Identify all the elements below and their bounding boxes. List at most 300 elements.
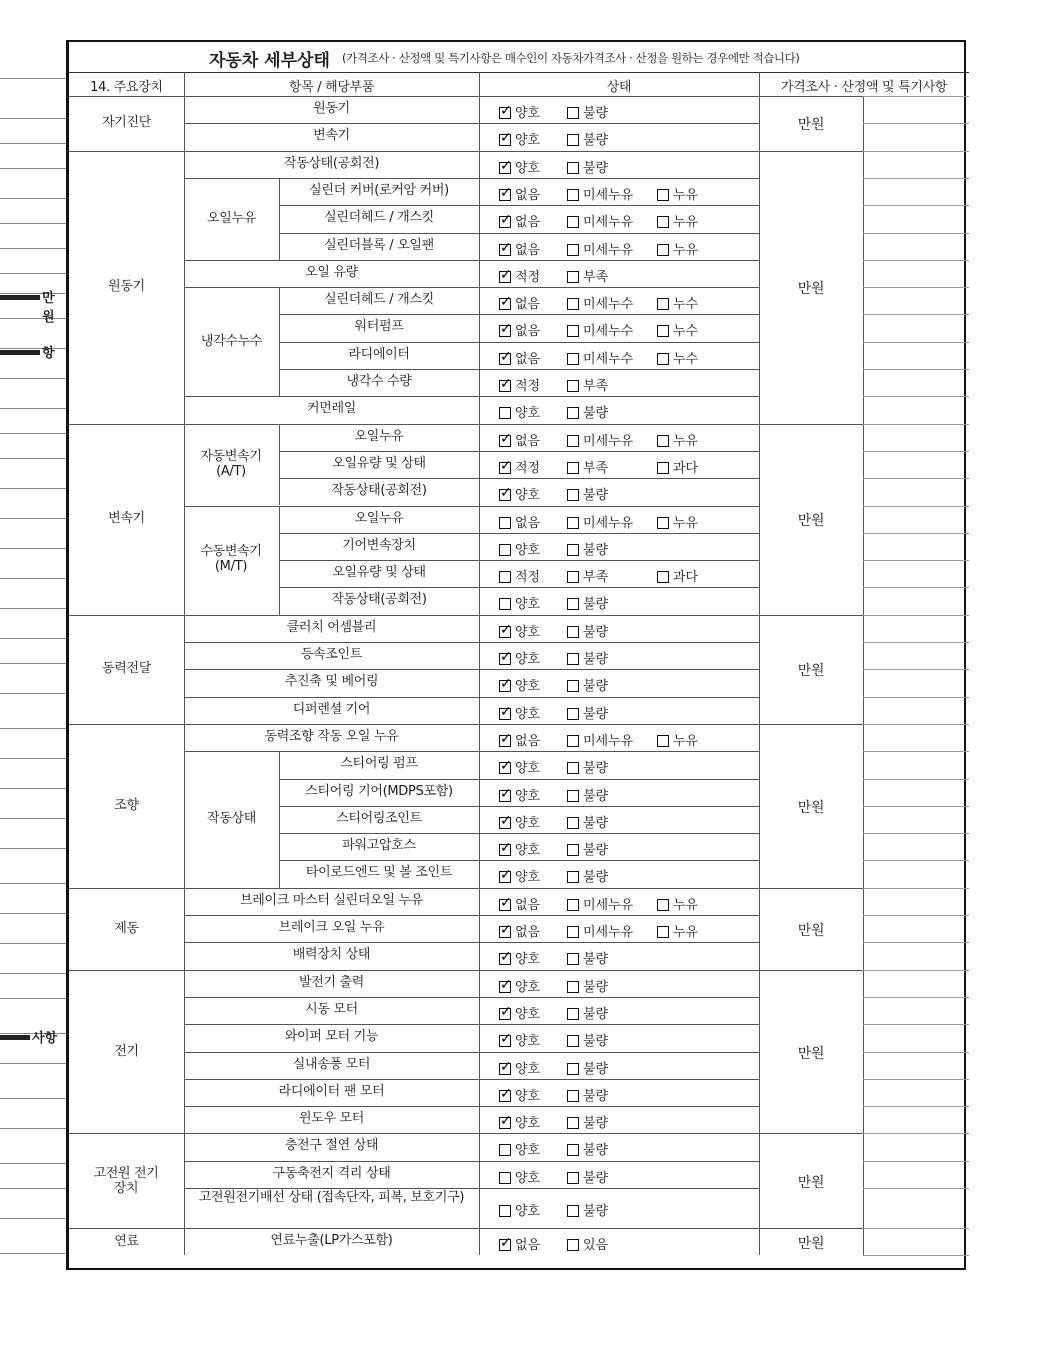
checked-checkbox-icon[interactable] [499,1008,511,1020]
checked-checkbox-icon[interactable] [499,1239,511,1251]
status-option[interactable] [657,430,698,449]
checked-checkbox-icon[interactable] [499,189,511,201]
option-label: 불량 [583,1170,609,1186]
checkbox-icon[interactable] [499,407,511,419]
status-option[interactable] [499,621,540,640]
note-line [863,506,969,507]
row-divider [279,369,759,370]
status-option[interactable] [499,266,540,285]
option-label: 불량 [583,160,609,176]
checked-checkbox-icon[interactable] [499,1090,511,1102]
status-option[interactable] [567,266,608,285]
checkbox-icon[interactable] [567,817,579,829]
status-option[interactable] [499,785,540,804]
status-option[interactable] [499,648,540,667]
status-option[interactable] [567,184,633,203]
checkbox-icon[interactable] [499,571,511,583]
checkbox-icon[interactable] [657,462,669,474]
category-divider [69,1228,863,1229]
status-options [499,1167,759,1185]
note-line [863,96,969,97]
option-label: 누수 [673,297,699,313]
row-divider [184,396,759,397]
left-page-strip [0,38,66,1270]
status-option[interactable] [499,211,540,230]
status-option[interactable] [567,129,608,148]
status-option[interactable] [499,539,540,558]
category-divider [69,970,863,971]
status-option[interactable] [499,1003,540,1022]
checkbox-icon[interactable] [567,298,579,310]
checkbox-icon[interactable] [567,953,579,965]
subgroup-label-3: 수동변속기 (M/T) [200,544,262,575]
status-option[interactable] [499,430,540,449]
checkbox-icon[interactable] [567,844,579,856]
item-label: 충전구 절연 상태 [284,1138,379,1154]
checkbox-icon[interactable] [499,1172,511,1184]
status-option[interactable] [499,566,540,585]
status-option[interactable] [567,1139,608,1158]
option-label: 양호 [515,597,541,613]
option-label: 양호 [515,160,541,176]
option-label: 양호 [515,1006,541,1022]
page-edge-label: 사항 [32,1031,58,1046]
checked-checkbox-icon[interactable] [499,271,511,283]
checkbox-icon[interactable] [567,517,579,529]
checkbox-icon[interactable] [567,1205,579,1217]
subgroup-label-1: 냉각수누수 [200,333,263,349]
status-option[interactable] [657,293,698,312]
page-edge-line [0,638,66,639]
checkbox-icon[interactable] [657,216,669,228]
checkbox-icon[interactable] [657,735,669,747]
status-option[interactable] [567,730,633,749]
status-options [499,1003,759,1021]
checkbox-icon[interactable] [657,353,669,365]
status-option[interactable] [499,1234,540,1253]
status-option[interactable] [567,785,608,804]
item-label: 스티어링 기어(MDPS포함) [305,783,453,799]
checkbox-icon[interactable] [567,626,579,638]
checked-checkbox-icon[interactable] [499,871,511,883]
status-option[interactable] [567,1058,608,1077]
status-option[interactable] [499,402,540,421]
checked-checkbox-icon[interactable] [499,708,511,720]
status-option[interactable] [657,184,698,203]
status-option[interactable] [499,593,540,612]
note-line [863,779,969,780]
checked-checkbox-icon[interactable] [499,489,511,501]
status-option[interactable] [499,457,540,476]
option-label: 과다 [673,460,699,476]
status-option[interactable] [657,566,698,585]
option-label: 누수 [673,351,699,367]
status-option[interactable] [567,1003,608,1022]
status-option[interactable] [567,539,608,558]
checked-checkbox-icon[interactable] [499,953,511,965]
status-option[interactable] [567,648,608,667]
form-title-note: (가격조사 · 산정액 및 특기사항은 매수인이 자동차가격조사 · 산정을 원하는 경우에만 적습니다) [342,51,800,65]
page-edge-line [0,578,66,579]
category-label-7: 고전원 전기장치 [93,1165,159,1196]
checkbox-icon[interactable] [567,407,579,419]
item-label: 라디에이터 [348,346,410,362]
page-edge-line [0,1218,66,1219]
checkbox-icon[interactable] [567,544,579,556]
status-option[interactable] [657,512,698,531]
status-options [499,812,759,830]
page-edge-line [0,518,66,519]
checkbox-icon[interactable] [499,1144,511,1156]
status-option[interactable] [499,812,540,831]
category-label-2: 변속기 [108,511,145,527]
status-option[interactable] [567,484,608,503]
page-edge-line [0,198,66,199]
note-line [863,151,969,152]
status-option[interactable] [567,457,608,476]
note-line [863,587,969,588]
checkbox-icon[interactable] [567,981,579,993]
note-line [863,233,969,234]
checked-checkbox-icon[interactable] [499,435,511,447]
checkbox-icon[interactable] [567,1172,579,1184]
status-option[interactable] [499,293,540,312]
page-edge-label: 만원 [42,291,55,325]
item-label: 추진축 및 베어링 [284,674,379,690]
status-option[interactable] [499,1085,540,1104]
status-option[interactable] [567,402,608,421]
checkbox-icon[interactable] [657,926,669,938]
status-option[interactable] [499,675,540,694]
checked-checkbox-icon[interactable] [499,1117,511,1129]
price-unit-4: 만원 [797,799,825,816]
status-option[interactable] [567,1112,608,1131]
checkbox-icon[interactable] [567,1239,579,1251]
page-edge-line [0,1128,66,1129]
checked-checkbox-icon[interactable] [499,680,511,692]
status-option[interactable] [499,757,540,776]
status-option[interactable] [499,129,540,148]
checked-checkbox-icon[interactable] [499,353,511,365]
option-label: 불량 [583,1006,609,1022]
note-column-divider [863,96,864,1255]
option-label: 없음 [515,515,541,531]
status-option[interactable] [499,512,540,531]
option-label: 불량 [583,788,609,804]
status-option[interactable] [499,921,540,940]
option-label: 미세누수 [583,324,634,340]
row-divider [279,205,759,206]
status-option[interactable] [499,839,540,858]
page-edge-line [0,408,66,409]
option-label: 없음 [515,733,541,749]
checkbox-icon[interactable] [499,1205,511,1217]
checkbox-icon[interactable] [567,189,579,201]
checkbox-icon[interactable] [657,244,669,256]
page-edge-line [0,488,66,489]
checkbox-icon[interactable] [657,189,669,201]
option-label: 양호 [515,1170,541,1186]
status-option[interactable] [567,239,633,258]
checkbox-icon[interactable] [567,380,579,392]
checkbox-icon[interactable] [567,680,579,692]
status-option[interactable] [499,157,540,176]
status-option[interactable] [567,839,608,858]
price-unit-3: 만원 [797,663,825,680]
option-label: 불량 [583,1204,609,1219]
checked-checkbox-icon[interactable] [499,899,511,911]
checkbox-icon[interactable] [567,107,579,119]
status-option[interactable] [499,375,540,394]
status-option[interactable] [499,1139,540,1158]
checkbox-icon[interactable] [657,899,669,911]
note-line [863,724,969,725]
item-label: 오일유량 및 상태 [332,455,426,471]
note-line [863,915,969,916]
option-label: 양호 [515,1116,541,1132]
option-label: 양호 [515,624,541,640]
note-line [863,697,969,698]
checkbox-icon[interactable] [567,871,579,883]
checkbox-icon[interactable] [567,899,579,911]
status-option[interactable] [499,102,540,121]
checked-checkbox-icon[interactable] [499,844,511,856]
checkbox-icon[interactable] [567,1144,579,1156]
row-divider [279,560,759,561]
checkbox-icon[interactable] [657,435,669,447]
page-edge-line [0,818,66,819]
form-title: 자동차 세부상태 [209,51,330,71]
option-label: 양호 [515,1204,541,1219]
row-divider [184,997,759,998]
status-options [499,539,759,557]
status-option[interactable] [567,675,608,694]
status-option[interactable] [499,348,540,367]
checkbox-icon[interactable] [567,216,579,228]
page-edge-line [0,1063,66,1064]
checkbox-icon[interactable] [567,708,579,720]
status-option[interactable] [567,866,608,885]
item-label: 브레이크 오일 누유 [278,920,385,935]
status-option[interactable] [499,320,540,339]
note-line [863,369,969,370]
status-option[interactable] [567,157,608,176]
checkbox-icon[interactable] [567,735,579,747]
option-label: 불량 [583,624,609,640]
note-line [863,1255,969,1256]
page-edge-line [0,788,66,789]
page-edge-bar [0,1035,30,1040]
option-label: 양호 [515,1061,541,1077]
checkbox-icon[interactable] [657,571,669,583]
status-option[interactable] [567,566,608,585]
checked-checkbox-icon[interactable] [499,380,511,392]
checked-checkbox-icon[interactable] [499,216,511,228]
status-option[interactable] [499,703,540,722]
option-label: 없음 [515,324,541,340]
category-label-8: 연료 [114,1233,139,1249]
checkbox-icon[interactable] [657,298,669,310]
status-option[interactable] [657,457,698,476]
checkbox-icon[interactable] [567,435,579,447]
item-label: 원동기 [313,101,350,116]
status-option[interactable] [567,757,608,776]
option-label: 양호 [515,106,541,121]
checkbox-icon[interactable] [567,1117,579,1129]
checkbox-icon[interactable] [499,544,511,556]
row-divider [184,260,759,261]
category-label-6: 전기 [114,1043,139,1059]
checked-checkbox-icon[interactable] [499,462,511,474]
checkbox-icon[interactable] [567,462,579,474]
checkbox-icon[interactable] [567,244,579,256]
status-option[interactable] [567,1030,608,1049]
checked-checkbox-icon[interactable] [499,790,511,802]
checkbox-icon[interactable] [567,489,579,501]
status-option[interactable] [567,703,608,722]
status-option[interactable] [567,348,633,367]
option-label: 양호 [515,952,541,968]
status-option[interactable] [567,976,608,995]
status-option[interactable] [657,239,698,258]
checkbox-icon[interactable] [567,1090,579,1102]
checked-checkbox-icon[interactable] [499,298,511,310]
checked-checkbox-icon[interactable] [499,735,511,747]
option-label: 양호 [515,843,541,859]
option-label: 양호 [515,679,541,695]
status-option[interactable] [499,1112,540,1131]
status-option[interactable] [657,921,698,940]
checkbox-icon[interactable] [567,325,579,337]
status-option[interactable] [567,320,633,339]
checked-checkbox-icon[interactable] [499,817,511,829]
checkbox-icon[interactable] [567,1008,579,1020]
checked-checkbox-icon[interactable] [499,244,511,256]
option-label: 양호 [515,652,541,667]
status-option[interactable] [567,812,608,831]
status-option[interactable] [657,211,698,230]
checked-checkbox-icon[interactable] [499,325,511,337]
note-line [863,1133,969,1134]
option-label: 적정 [515,379,541,394]
status-option[interactable] [567,102,608,121]
status-option[interactable] [499,239,540,258]
main-header: 14. 주요장치 [90,80,163,95]
page-edge-line [0,608,66,609]
option-label: 불량 [583,1116,609,1132]
status-option[interactable] [567,1167,608,1186]
status-option[interactable] [657,894,698,913]
checked-checkbox-icon[interactable] [499,134,511,146]
status-option[interactable] [657,730,698,749]
status-option[interactable] [499,866,540,885]
checked-checkbox-icon[interactable] [499,1035,511,1047]
option-label: 불량 [583,815,609,831]
note-line [863,615,969,616]
status-options [499,1139,759,1157]
checkbox-icon[interactable] [567,762,579,774]
checked-checkbox-icon[interactable] [499,653,511,665]
status-option[interactable] [499,730,540,749]
status-option[interactable] [567,211,633,230]
checkbox-icon[interactable] [567,598,579,610]
status-option[interactable] [499,1200,540,1219]
status-option[interactable] [657,348,698,367]
checked-checkbox-icon[interactable] [499,981,511,993]
status-option[interactable] [567,593,608,612]
status-option[interactable] [567,1085,608,1104]
checkbox-icon[interactable] [567,271,579,283]
status-option[interactable] [499,1167,540,1186]
checkbox-icon[interactable] [567,1063,579,1075]
checkbox-icon[interactable] [567,1035,579,1047]
checkbox-icon[interactable] [657,517,669,529]
status-option[interactable] [567,621,608,640]
status-option[interactable] [499,1058,540,1077]
option-label: 없음 [515,897,541,913]
row-divider [184,287,759,288]
status-option[interactable] [499,484,540,503]
checkbox-icon[interactable] [657,325,669,337]
option-label: 있음 [583,1238,609,1253]
status-option[interactable] [499,948,540,967]
option-label: 불량 [583,952,609,968]
checked-checkbox-icon[interactable] [499,926,511,938]
checkbox-icon[interactable] [567,926,579,938]
checkbox-icon[interactable] [567,571,579,583]
status-option[interactable] [567,1200,608,1219]
checked-checkbox-icon[interactable] [499,762,511,774]
checkbox-icon[interactable] [567,162,579,174]
option-label: 양호 [515,870,541,886]
checkbox-icon[interactable] [567,653,579,665]
status-option[interactable] [499,1030,540,1049]
price-unit-0: 만원 [797,117,825,134]
checkbox-icon[interactable] [567,790,579,802]
status-option[interactable] [657,320,698,339]
checked-checkbox-icon[interactable] [499,1063,511,1075]
checkbox-icon[interactable] [567,134,579,146]
checkbox-icon[interactable] [499,517,511,529]
option-label: 양호 [515,761,541,777]
status-option[interactable] [567,921,633,940]
status-option[interactable] [567,293,633,312]
option-label: 불량 [583,679,609,695]
status-option[interactable] [567,430,633,449]
option-label: 양호 [515,815,541,831]
checkbox-icon[interactable] [567,353,579,365]
item-label: 작동상태(공회전) [331,483,427,499]
status-option[interactable] [567,948,608,967]
status-option[interactable] [567,1234,608,1253]
status-option[interactable] [499,894,540,913]
row-divider [184,642,759,643]
status-option[interactable] [567,375,608,394]
option-label: 불량 [583,843,609,859]
row-divider [184,506,759,507]
checked-checkbox-icon[interactable] [499,626,511,638]
row-divider [279,833,759,834]
status-option[interactable] [499,184,540,203]
status-option[interactable] [499,976,540,995]
status-option[interactable] [567,512,633,531]
checked-checkbox-icon[interactable] [499,107,511,119]
checked-checkbox-icon[interactable] [499,162,511,174]
row-divider [184,178,759,179]
note-line [863,860,969,861]
status-option[interactable] [567,894,633,913]
checkbox-icon[interactable] [499,598,511,610]
